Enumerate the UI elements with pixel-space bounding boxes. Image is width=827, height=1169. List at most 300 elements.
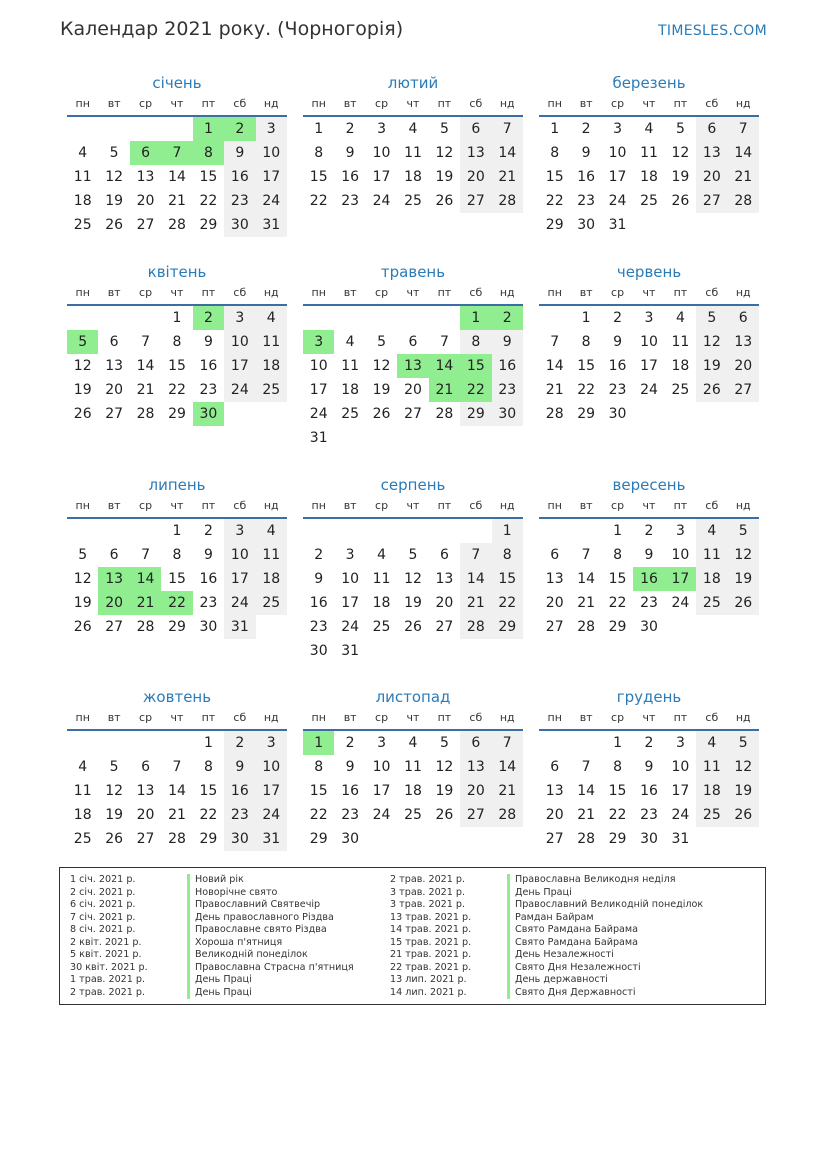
weekday-label: пт [201,97,216,110]
day-cell: 5 [675,121,685,137]
day-cell: 15 [608,571,627,587]
holiday-name: Свято Рамдана Байрама [507,924,638,937]
day-cell: 4 [408,121,418,137]
weekday-label: чт [642,97,656,110]
day-cell: 28 [136,406,155,422]
day-cell: 8 [203,759,213,775]
day-cell: 14 [168,783,186,799]
day-cell: 25 [696,803,727,827]
weekday-label: вт [107,711,121,724]
weekday-label: чт [406,499,420,512]
day-cell: 13 [105,358,124,374]
day-cell: 13 [136,783,155,799]
day-cell: 20 [696,165,727,189]
weekday-header [67,708,287,728]
holiday-date: 15 трав. 2021 р. [390,936,472,948]
day-cell: 13 [460,141,491,165]
day-cell: 26 [73,406,92,422]
day-cell: 4 [256,306,287,330]
holiday-date: 2 трав. 2021 р. [70,986,146,998]
day-cell: 7 [460,543,491,567]
weekday-label: ср [139,286,153,299]
empty-cell [67,306,98,330]
day-cell: 22 [608,595,627,611]
day-cell: 18 [671,358,690,374]
holiday-name: День Незалежності [507,949,614,962]
holiday-day-cell: 2 [224,117,255,141]
weekday-label: нд [499,97,515,110]
day-cell: 21 [136,382,155,398]
day-cell: 2 [613,310,623,326]
day-cell: 9 [581,145,591,161]
page-title: Календар 2021 року. (Чорногорія) [60,18,404,40]
day-cell: 17 [256,779,287,803]
day-cell: 26 [105,831,124,847]
day-cell: 1 [613,735,623,751]
holiday-date: 14 трав. 2021 р. [390,924,472,935]
day-cell: 2 [203,523,213,539]
day-cell: 12 [73,571,92,587]
day-cell: 29 [608,619,627,635]
day-cell: 5 [728,731,759,755]
day-cell: 14 [460,567,491,591]
day-cell: 19 [404,595,422,611]
day-cell: 7 [581,759,591,775]
day-cell: 9 [224,755,255,779]
day-cell: 7 [492,117,523,141]
day-cell: 19 [105,193,124,209]
holiday-date: 14 лип. 2021 р. [390,986,467,998]
day-cell: 26 [105,217,124,233]
weekday-label: нд [263,499,279,512]
holiday-day-cell: 16 [633,567,664,591]
empty-cell [98,117,129,141]
day-cell: 24 [640,382,658,398]
holiday-day-cell: 8 [193,141,224,165]
day-cell: 16 [640,783,658,799]
empty-cell [334,519,365,543]
day-cell: 12 [73,358,92,374]
empty-cell [161,117,192,141]
day-cell: 15 [168,358,186,374]
day-cell: 16 [492,354,523,378]
day-cell: 5 [78,547,88,563]
day-cell: 23 [608,382,627,398]
day-cell: 21 [728,165,759,189]
day-cell: 29 [608,831,627,847]
day-cell: 31 [341,643,360,659]
month-name: червень [616,263,682,281]
weekday-label: сб [469,711,483,724]
day-cell: 24 [372,807,391,823]
day-grid [303,306,523,450]
day-cell: 28 [136,619,155,635]
day-cell: 20 [460,779,491,803]
day-cell: 23 [224,189,255,213]
day-cell: 15 [492,567,523,591]
holiday-day-cell: 5 [67,330,98,354]
empty-cell [570,731,601,755]
weekday-label: пн [75,286,90,299]
month-block [539,261,759,426]
day-cell: 4 [256,519,287,543]
weekday-label: вт [343,499,357,512]
day-cell: 18 [73,193,92,209]
day-cell: 1 [172,310,182,326]
weekday-header [539,708,759,728]
weekday-label: сб [469,499,483,512]
empty-cell [130,519,161,543]
weekday-header [303,283,523,303]
day-cell: 30 [492,402,523,426]
weekday-label: нд [735,97,751,110]
weekday-label: вт [107,499,121,512]
day-cell: 6 [408,334,418,350]
day-cell: 26 [73,619,92,635]
day-cell: 24 [372,193,391,209]
day-cell: 25 [256,591,287,615]
day-cell: 10 [256,755,287,779]
weekday-label: сб [469,286,483,299]
weekday-label: ср [139,97,153,110]
day-cell: 11 [404,759,422,775]
day-cell: 16 [224,779,255,803]
weekday-label: ср [611,711,625,724]
empty-cell [67,731,98,755]
holiday-name: Рамдан Байрам [507,912,594,925]
day-cell: 19 [696,354,727,378]
day-cell: 4 [696,731,727,755]
holiday-date: 30 квіт. 2021 р. [70,961,148,973]
day-cell: 8 [172,334,182,350]
day-cell: 16 [309,595,328,611]
day-cell: 24 [671,595,690,611]
day-cell: 27 [105,406,124,422]
day-cell: 3 [675,735,685,751]
holiday-date: 22 трав. 2021 р. [390,961,472,973]
day-cell: 7 [172,759,182,775]
day-cell: 5 [439,121,449,137]
day-cell: 26 [435,193,454,209]
month-name: лютий [387,74,439,92]
day-cell: 9 [492,330,523,354]
day-cell: 25 [372,619,391,635]
day-cell: 24 [309,406,328,422]
day-cell: 27 [404,406,422,422]
day-cell: 6 [439,547,449,563]
day-cell: 29 [577,406,596,422]
empty-cell [130,731,161,755]
day-cell: 13 [545,571,564,587]
day-cell: 13 [728,330,759,354]
day-cell: 3 [345,547,355,563]
holiday-day-cell: 2 [193,306,224,330]
day-cell: 18 [404,783,422,799]
day-cell: 17 [372,169,391,185]
holiday-date: 2 трав. 2021 р. [390,874,466,885]
weekday-label: вт [579,97,593,110]
weekday-header [303,94,523,114]
holiday-date: 1 січ. 2021 р. [70,874,136,885]
weekday-label: пт [437,97,452,110]
weekday-label: ср [139,711,153,724]
day-cell: 4 [644,121,654,137]
day-cell: 3 [256,117,287,141]
month-block [539,474,759,639]
day-cell: 17 [372,783,391,799]
day-grid [303,519,523,663]
day-cell: 21 [577,595,596,611]
holiday-name: День державності [507,974,608,987]
day-cell: 18 [372,595,391,611]
weekday-label: пт [201,711,216,724]
holiday-name: Хороша п'ятниця [187,937,282,950]
day-cell: 1 [203,735,213,751]
day-cell: 20 [136,807,155,823]
day-cell: 6 [728,306,759,330]
holiday-day-cell: 1 [303,731,334,755]
month-name: вересень [612,476,686,494]
empty-cell [98,731,129,755]
month-name: жовтень [142,688,212,706]
day-cell: 10 [671,759,690,775]
day-cell: 13 [460,755,491,779]
day-cell: 2 [644,735,654,751]
day-cell: 29 [168,406,186,422]
weekday-header [303,496,523,516]
day-cell: 6 [109,547,119,563]
day-cell: 14 [168,169,186,185]
day-cell: 6 [141,759,151,775]
day-cell: 8 [460,330,491,354]
day-cell: 3 [224,306,255,330]
day-cell: 12 [671,145,690,161]
holiday-name: День Праці [507,887,572,900]
weekday-label: ср [375,286,389,299]
day-cell: 20 [545,807,564,823]
day-cell: 27 [435,619,454,635]
weekday-header [67,94,287,114]
weekday-label: ср [375,711,389,724]
day-cell: 8 [492,543,523,567]
day-cell: 10 [256,141,287,165]
day-cell: 3 [377,121,387,137]
weekday-label: чт [170,711,184,724]
day-cell: 30 [608,406,627,422]
day-cell: 13 [435,571,454,587]
day-cell: 23 [341,193,360,209]
empty-cell [366,519,397,543]
day-cell: 27 [460,189,491,213]
day-cell: 28 [435,406,454,422]
day-cell: 28 [728,189,759,213]
weekday-label: ср [375,97,389,110]
brand-link[interactable]: TIMESLES.COM [658,23,767,39]
day-cell: 16 [577,169,596,185]
empty-cell [539,731,570,755]
weekday-label: вт [107,97,121,110]
weekday-label: пн [547,286,562,299]
day-cell: 7 [492,731,523,755]
holiday-name: Православна Страсна п'ятниця [187,962,354,975]
holiday-name: Новорічне свято [187,887,277,900]
day-cell: 16 [341,783,360,799]
day-cell: 5 [408,547,418,563]
day-cell: 9 [345,145,355,161]
day-cell: 12 [435,759,454,775]
day-cell: 7 [728,117,759,141]
day-cell: 14 [728,141,759,165]
weekday-label: пт [437,286,452,299]
weekday-label: чт [642,711,656,724]
weekday-label: нд [499,286,515,299]
day-cell: 30 [199,619,218,635]
weekday-label: чт [642,286,656,299]
day-cell: 9 [314,571,324,587]
holiday-day-cell: 13 [98,567,129,591]
day-cell: 6 [550,547,560,563]
holiday-date: 21 трав. 2021 р. [390,949,472,960]
day-cell: 14 [545,358,564,374]
empty-cell [130,117,161,141]
day-cell: 22 [199,807,218,823]
day-cell: 9 [203,334,213,350]
weekday-header [303,708,523,728]
day-cell: 19 [372,382,391,398]
day-cell: 28 [577,831,596,847]
day-cell: 2 [581,121,591,137]
day-cell: 20 [545,595,564,611]
weekday-label: пт [673,286,688,299]
day-cell: 22 [168,382,186,398]
day-cell: 4 [408,735,418,751]
day-cell: 27 [105,619,124,635]
day-cell: 19 [73,595,92,611]
weekday-label: пн [311,286,326,299]
holiday-name: День Праці [187,974,252,987]
day-cell: 21 [492,165,523,189]
day-cell: 19 [728,779,759,803]
empty-cell [161,731,192,755]
day-cell: 8 [550,145,560,161]
day-cell: 25 [404,193,422,209]
day-cell: 5 [728,519,759,543]
day-cell: 18 [73,807,92,823]
day-cell: 18 [404,169,422,185]
day-cell: 23 [492,378,523,402]
day-cell: 17 [224,354,255,378]
holiday-name: День Праці [187,987,252,1000]
empty-cell [67,519,98,543]
holiday-name: Православний Святвечір [187,899,320,912]
holiday-day-cell: 17 [665,567,696,591]
day-cell: 28 [492,189,523,213]
weekday-label: пн [547,711,562,724]
day-cell: 16 [199,358,218,374]
weekday-label: нд [735,711,751,724]
month-block [539,72,759,237]
day-cell: 18 [640,169,658,185]
day-cell: 2 [345,121,355,137]
day-cell: 5 [377,334,387,350]
day-cell: 9 [203,547,213,563]
day-cell: 16 [224,165,255,189]
day-grid [67,117,287,237]
day-cell: 24 [256,803,287,827]
day-cell: 19 [73,382,92,398]
day-cell: 24 [256,189,287,213]
holiday-date: 1 трав. 2021 р. [70,974,146,985]
day-cell: 29 [168,619,186,635]
day-cell: 23 [309,619,328,635]
weekday-label: нд [735,286,751,299]
holiday-day-cell: 2 [492,306,523,330]
day-cell: 27 [545,619,564,635]
month-name: січень [152,74,202,92]
day-cell: 11 [256,543,287,567]
day-cell: 17 [608,169,627,185]
day-cell: 7 [439,334,449,350]
holiday-date: 2 січ. 2021 р. [70,886,136,898]
day-cell: 9 [644,759,654,775]
day-cell: 20 [728,354,759,378]
day-cell: 10 [309,358,328,374]
day-cell: 26 [696,378,727,402]
holiday-date: 13 лип. 2021 р. [390,974,467,985]
day-cell: 2 [314,547,324,563]
day-cell: 25 [256,378,287,402]
day-cell: 27 [460,803,491,827]
day-cell: 11 [671,334,690,350]
day-grid [67,519,287,639]
weekday-label: вт [579,286,593,299]
day-cell: 3 [377,735,387,751]
holiday-name: Свято Рамдана Байрама [507,937,638,950]
day-cell: 8 [172,547,182,563]
day-cell: 6 [460,117,491,141]
day-cell: 28 [545,406,564,422]
day-grid [539,117,759,237]
day-cell: 21 [168,807,186,823]
weekday-label: вт [579,499,593,512]
weekday-label: пт [673,97,688,110]
day-cell: 10 [224,330,255,354]
weekday-label: пн [311,711,326,724]
day-cell: 12 [696,330,727,354]
day-cell: 16 [199,571,218,587]
day-cell: 8 [581,334,591,350]
day-cell: 22 [492,591,523,615]
holiday-day-cell: 21 [429,378,460,402]
day-cell: 5 [439,735,449,751]
weekday-label: сб [469,97,483,110]
day-cell: 1 [314,121,324,137]
holiday-day-cell: 14 [130,567,161,591]
day-cell: 29 [199,831,218,847]
weekday-label: нд [263,97,279,110]
day-cell: 9 [644,547,654,563]
day-cell: 22 [309,193,328,209]
day-cell: 23 [224,803,255,827]
day-cell: 25 [404,807,422,823]
holiday-date: 3 трав. 2021 р. [390,899,466,910]
day-cell: 8 [314,145,324,161]
month-block [67,261,287,426]
day-cell: 15 [168,571,186,587]
weekday-header [67,283,287,303]
day-cell: 1 [172,523,182,539]
day-cell: 28 [492,803,523,827]
